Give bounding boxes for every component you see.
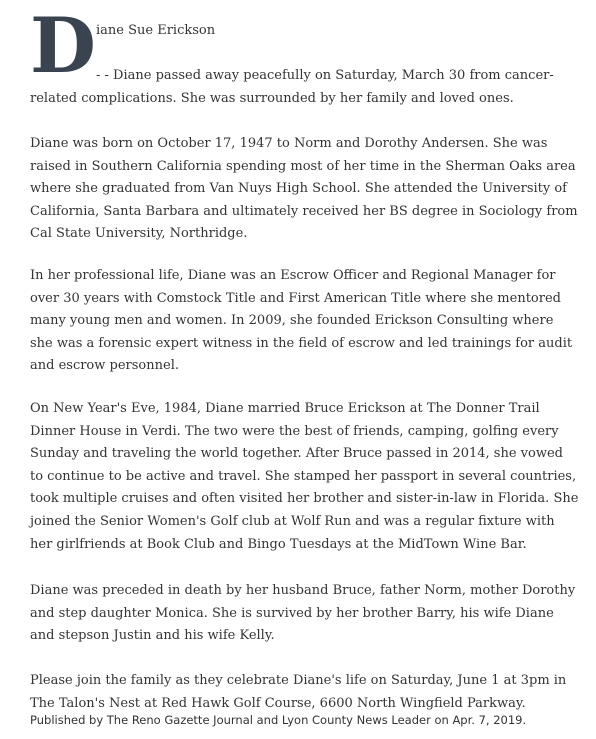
lead-line-2: related complications. She was surrounded by her family and loved ones. [30,90,514,106]
paragraph-marriage: On New Year's Eve, 1984, Diane married Bruce Erickson at The Donner Trail Dinner House in Verdi. The two were the best of friends, camping, golfing every Sunday and traveling the world together. After Bruce passed in 2014, she vowed to continue to be active and travel. She stamped her passport in several countries, took multiple cruises and often visited her brother and sister-in-law in Florida. She joined the Senior Women's Golf club at Wolf Run and was a regular fixture with her girlfriends at Book Club and Bingo Tuesdays at the MidTown Wine Bar. [30,401,579,552]
lead-line-1: - - Diane passed away peacefully on Saturday, March 30 from cancer- [96,68,554,83]
obituary-name: iane Sue Erickson [96,23,216,38]
drop-cap-letter: D [30,1,96,90]
paragraph-early-life: Diane was born on October 17, 1947 to Norm and Dorothy Andersen. She was raised in Southern California spending most of her time in the Sherman Oaks area where she graduated from Van Nuys High School. She attended the University of California, Santa Barbara and ultimately received her BS degree in Sociology from Cal State University, Northridge. [30,136,578,242]
publisher-line: Published by The Reno Gazette Journal and Lyon County News Leader on Apr. 7, 2019. [30,713,527,727]
paragraph-service: Please join the family as they celebrate Diane's life on Saturday, June 1 at 3pm in The Talon's Nest at Red Hawk Golf Course, 6600 North Wingfield Parkway. [30,673,567,711]
paragraph-career: In her professional life, Diane was an Escrow Officer and Regional Manager for over 30 years with Comstock Title and First American Title where she mentored many young men and women. In 2009, she founded Erickson Consulting where she was a forensic expert witness in the field of escrow and led trainings for audit and escrow personnel. [30,268,573,374]
paragraph-survivors: Diane was preceded in death by her husband Bruce, father Norm, mother Dorothy and step daughter Monica. She is survived by her brother Barry, his wife Diane and stepson Justin and his wife Kelly. [30,583,576,644]
lead-paragraph [30,65,580,110]
